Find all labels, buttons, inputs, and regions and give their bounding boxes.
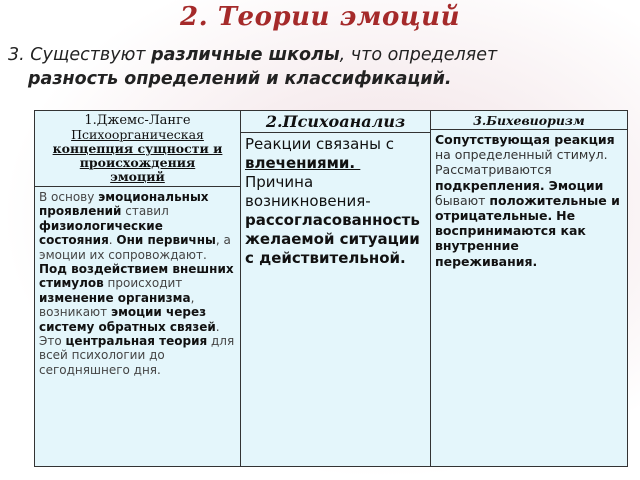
column-heading: 2.Психоанализ (241, 113, 430, 133)
text-run: эмоциональных проявлений (39, 190, 209, 219)
column-psychoanalysis (241, 111, 431, 466)
text-run: для всей психологии до сегодняшнего дня. (39, 334, 239, 377)
intro-bold-definitions: разность определений и классификаций. (28, 69, 452, 89)
intro-prefix: 3. Существуют (8, 45, 152, 65)
text-run: на определенный стимул. Рассматриваются (435, 132, 619, 178)
text-run: Реакции связаны с (245, 135, 394, 153)
text-run: бывают (435, 177, 608, 208)
text-run: влечениями. (245, 154, 361, 172)
text-run: Они первичны (116, 233, 216, 248)
text-run: Под воздействием внешних стимулов (39, 262, 234, 291)
column-body (435, 132, 623, 269)
text-run: Эмоции (548, 177, 604, 193)
text-run: ставил (121, 204, 173, 219)
subtitle-line: эмоций (110, 169, 165, 184)
text-run: . Это (39, 319, 224, 349)
text-run: физиологические состояния (39, 218, 163, 248)
column-body (245, 135, 426, 268)
subtitle-line: концепция сущности и (52, 141, 223, 156)
text-run: происходит (103, 276, 187, 291)
text-run: эмоции через систему обратных связей (39, 305, 216, 334)
text-run: В основу (39, 190, 99, 204)
text-run: рассогласованность желаемой ситуации с действительной. (245, 211, 420, 267)
column-heading: 3.Бихевиоризм (431, 113, 627, 130)
theories-table (34, 110, 628, 467)
column-behaviorism (431, 111, 627, 466)
column-body (39, 190, 239, 377)
text-run: Сопутствующая реакция (435, 132, 615, 147)
intro-mid: , что определяет (339, 45, 498, 65)
text-run: , возникают (39, 290, 199, 320)
subtitle-line: Психоорганическая (71, 127, 204, 142)
text-run: , а эмоции их сопровождают. (39, 233, 235, 262)
slide-title: 2. Теории эмоций (180, 2, 460, 32)
text-run: Причина возникновения- (245, 154, 376, 210)
text-run: изменение организма (39, 290, 191, 305)
text-run: . (108, 233, 117, 248)
text-run: положительные и отрицательные. (435, 192, 620, 224)
subtitle-line: происхождения (79, 155, 196, 170)
column-james-lange (35, 111, 241, 466)
intro-bold-schools: различные школы (151, 45, 340, 65)
text-run: центральная теория (65, 334, 208, 349)
column-heading: 1.Джемс-Ланге (84, 113, 191, 128)
text-run: подкрепления. (435, 177, 545, 193)
column-subtitle (35, 128, 240, 187)
intro-text (8, 43, 628, 91)
text-run: Не воспринимаются как внутренние переживания. (435, 208, 586, 269)
